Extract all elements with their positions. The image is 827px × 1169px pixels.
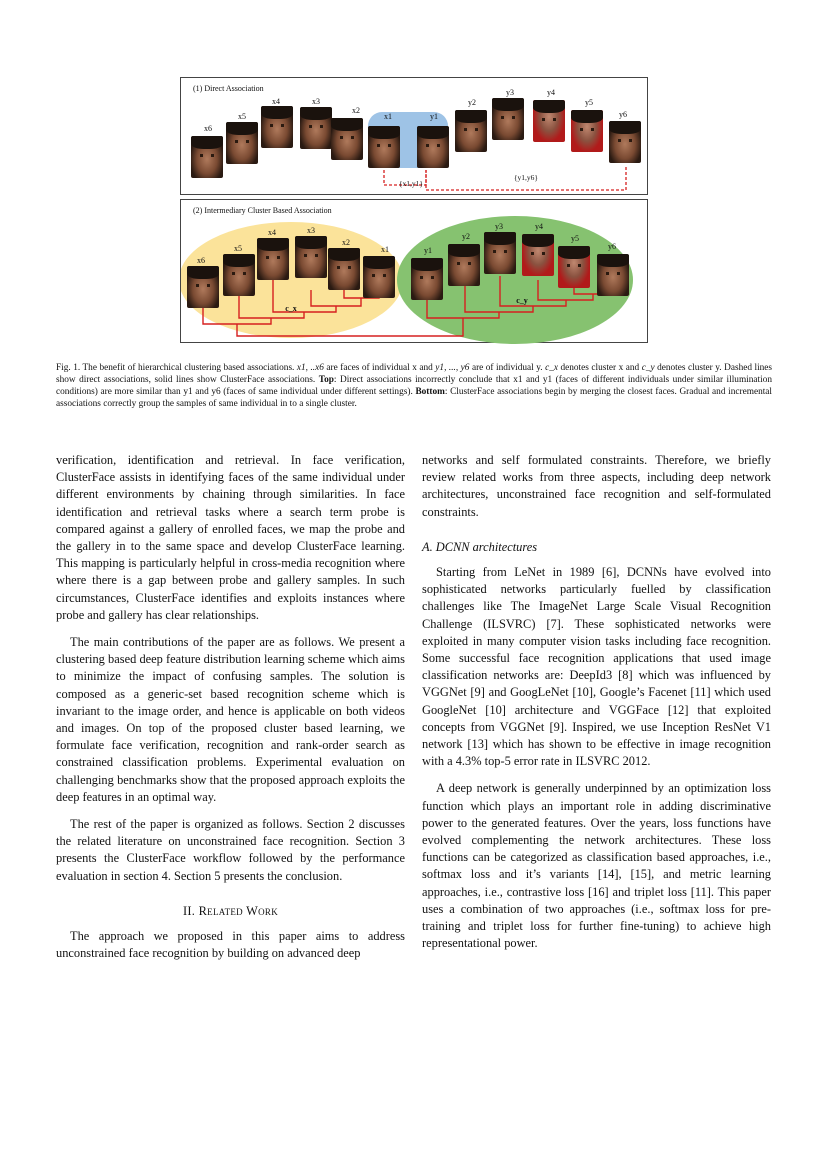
face-x6 xyxy=(191,136,223,178)
face2-y5 xyxy=(558,246,590,288)
face-y6 xyxy=(609,121,641,163)
face2-x2 xyxy=(328,248,360,290)
face2-y3 xyxy=(484,232,516,274)
label-y6: y6 xyxy=(619,110,627,119)
face2-x4 xyxy=(257,238,289,280)
panel-direct-association xyxy=(180,77,648,195)
face-y5 xyxy=(571,110,603,152)
caption-term-cx: c_x xyxy=(545,363,558,373)
face-x4 xyxy=(261,106,293,148)
right-paragraph-1: networks and self formulated constraints. Therefore, we briefly review related works from three aspects, including deep network architectures, unconstrained face recognition and self-formulated constraints. xyxy=(422,453,771,519)
left-paragraph-4: The approach we proposed in this paper aims to address unconstrained face recognition by building on advanced deep xyxy=(56,929,405,961)
label-x2: x2 xyxy=(352,106,360,115)
caption-text-3: denotes cluster x and xyxy=(560,363,640,373)
label2-y2: y2 xyxy=(462,232,470,241)
section-heading-related-work xyxy=(56,903,405,920)
label2-y4: y4 xyxy=(535,222,543,231)
face2-y1 xyxy=(411,258,443,300)
panel2-title: (2) Intermediary Cluster Based Association xyxy=(193,206,332,215)
label2-x1: x1 xyxy=(381,245,389,254)
pair-label-x1-y1: {x1,y1} xyxy=(398,179,424,188)
section-title: Related Work xyxy=(198,903,279,918)
label-y1: y1 xyxy=(430,112,438,121)
pair-label-y1-y6: {y1,y6} xyxy=(513,173,539,182)
cluster-y-label: c_y xyxy=(516,296,528,305)
face-y1 xyxy=(417,126,449,168)
cluster-x-label: c_x xyxy=(285,304,297,313)
label2-y3: y3 xyxy=(495,222,503,231)
face2-y4 xyxy=(522,234,554,276)
face-x5 xyxy=(226,122,258,164)
section-number: II. xyxy=(182,903,196,918)
caption-bottom-label: Bottom xyxy=(415,387,445,397)
label-y4: y4 xyxy=(547,88,555,97)
caption-top-label: Top xyxy=(318,375,334,385)
label2-y6: y6 xyxy=(608,242,616,251)
caption-text-1: are faces of individual x and xyxy=(326,363,433,373)
panel1-title: (1) Direct Association xyxy=(193,84,264,93)
label2-x2: x2 xyxy=(342,238,350,247)
label2-y5: y5 xyxy=(571,234,579,243)
face2-x6 xyxy=(187,266,219,308)
caption-text-2: are of individual y. xyxy=(471,363,543,373)
left-paragraph-1: verification, identification and retrieval. In face verification, ClusterFace assists in identifying faces of the same individual under different environments by chaining through similarities. In face identification and retrieval tasks where a search term probe is compared against a gallery of enrolled faces, we map the probe and the gallery in to the same space and develop ClusterFace learning. This mapping is particularly helpful in cross-media recognition where where there is a gap between probe and gallery samples. In such circumstances, ClusterFace identifies and exploits instances where probe and gallery has clear relationships. xyxy=(56,453,405,622)
caption-top-text: : Direct associations incorrectly conclude that x1 and y1 (faces of different individuals under similar illumination conditions) are more similar than y1 and y6 (faces of same individual under different settings). xyxy=(56,375,772,397)
caption-term-y: y1, ..., y6 xyxy=(435,363,470,373)
caption-prefix: Fig. 1. The benefit of hierarchical clustering based associations. xyxy=(56,363,295,373)
face-x3 xyxy=(300,107,332,149)
caption-text-4: denotes cluster y. Dashed lines show direct associations, solid lines show ClusterFace associations. xyxy=(56,363,773,385)
face2-x5 xyxy=(223,254,255,296)
label2-x4: x4 xyxy=(268,228,276,237)
caption-bottom-text: : ClusterFace associations begin by merging the closest faces. Gradual and incremental associations correctly group the samples of same individual in to a single cluster. xyxy=(56,387,773,409)
label2-x3: x3 xyxy=(307,226,315,235)
subsection-heading-dcnn: A. DCNN architectures xyxy=(422,539,538,554)
face-y3 xyxy=(492,98,524,140)
label-x4: x4 xyxy=(272,97,280,106)
left-paragraph-3: The rest of the paper is organized as follows. Section 2 discusses the related literature on unconstrained face recognition. Section 3 presents the ClusterFace workflow followed by the performance evaluation in section 4. Section 5 presents the conclusion. xyxy=(56,817,405,883)
left-paragraph-2: The main contributions of the paper are as follows. We present a clustering based deep feature distribution learning scheme which aims to minimize the impact of confusing samples. The solution is composed as a generic-set based recognition scheme which is invariant to the image order, and hence is applicable on both videos and images. On top of the proposed cluster based learning, we formulate face verification, recognition and rank-order search as constrained classification problems. Experimental evaluation on challenging benchmarks show that the proposed approach exploits the deep features in an optimal way. xyxy=(56,635,405,804)
label-y3: y3 xyxy=(506,88,514,97)
face-y2 xyxy=(455,110,487,152)
label-x5: x5 xyxy=(238,112,246,121)
right-column xyxy=(422,452,771,962)
face-x1 xyxy=(368,126,400,168)
label-y5: y5 xyxy=(585,98,593,107)
caption-term-x: x1, ..x6 xyxy=(296,363,324,373)
label-x6: x6 xyxy=(204,124,212,133)
label-x3: x3 xyxy=(312,97,320,106)
right-paragraph-3: A deep network is generally underpinned by an optimization loss function which plays an important role in adding discriminative power to the generated features. Over the years, loss functions have evolved complementing the network architectures. These loss functions can be categorized as classification based approaches, i.e., softmax loss and it’s variants [14], [15], and metric learning approaches, i.e., contrastive loss [16] and triplet loss [11]. This paper uses a combination of two approaches (i.e., softmax loss for pre-training and triplet loss for further fine-tuning) to achieve high representational power. xyxy=(422,781,771,951)
label-x1: x1 xyxy=(384,112,392,121)
face2-x1 xyxy=(363,256,395,298)
figure-caption xyxy=(56,362,772,410)
label2-x6: x6 xyxy=(197,256,205,265)
right-paragraph-2: Starting from LeNet in 1989 [6], DCNNs have evolved into sophisticated networks particularly fuelled by classification challenges like The ImageNet Large Scale Visual Recognition Challenge (ILSVRC) [7]. These sophisticated networks were exploited in many computer vision tasks including face recognition. Some successful face recognition applications that used image classification networks are: DeepId3 [8] which was influenced by VGGNet [9] and GoogLeNet [10], Google’s Facenet [11] which used GoogleNet [10] architecture and VGGFace [12] that exploited concepts from VGGNet [9]. Inspired, we use Inception ResNet V1 network [13] which has shown to be effective in image recognition with a 4.3% top-5 error rate in ILSVRC 2012. xyxy=(422,565,771,769)
label-y2: y2 xyxy=(468,98,476,107)
left-column xyxy=(56,452,405,972)
face2-x3 xyxy=(295,236,327,278)
face2-y2 xyxy=(448,244,480,286)
face2-y6 xyxy=(597,254,629,296)
label2-x5: x5 xyxy=(234,244,242,253)
label2-y1: y1 xyxy=(424,246,432,255)
caption-term-cy: c_y xyxy=(641,363,655,373)
face-y4 xyxy=(533,100,565,142)
figure-1 xyxy=(180,77,648,343)
face-x2 xyxy=(331,118,363,160)
panel-cluster-association xyxy=(180,199,648,343)
